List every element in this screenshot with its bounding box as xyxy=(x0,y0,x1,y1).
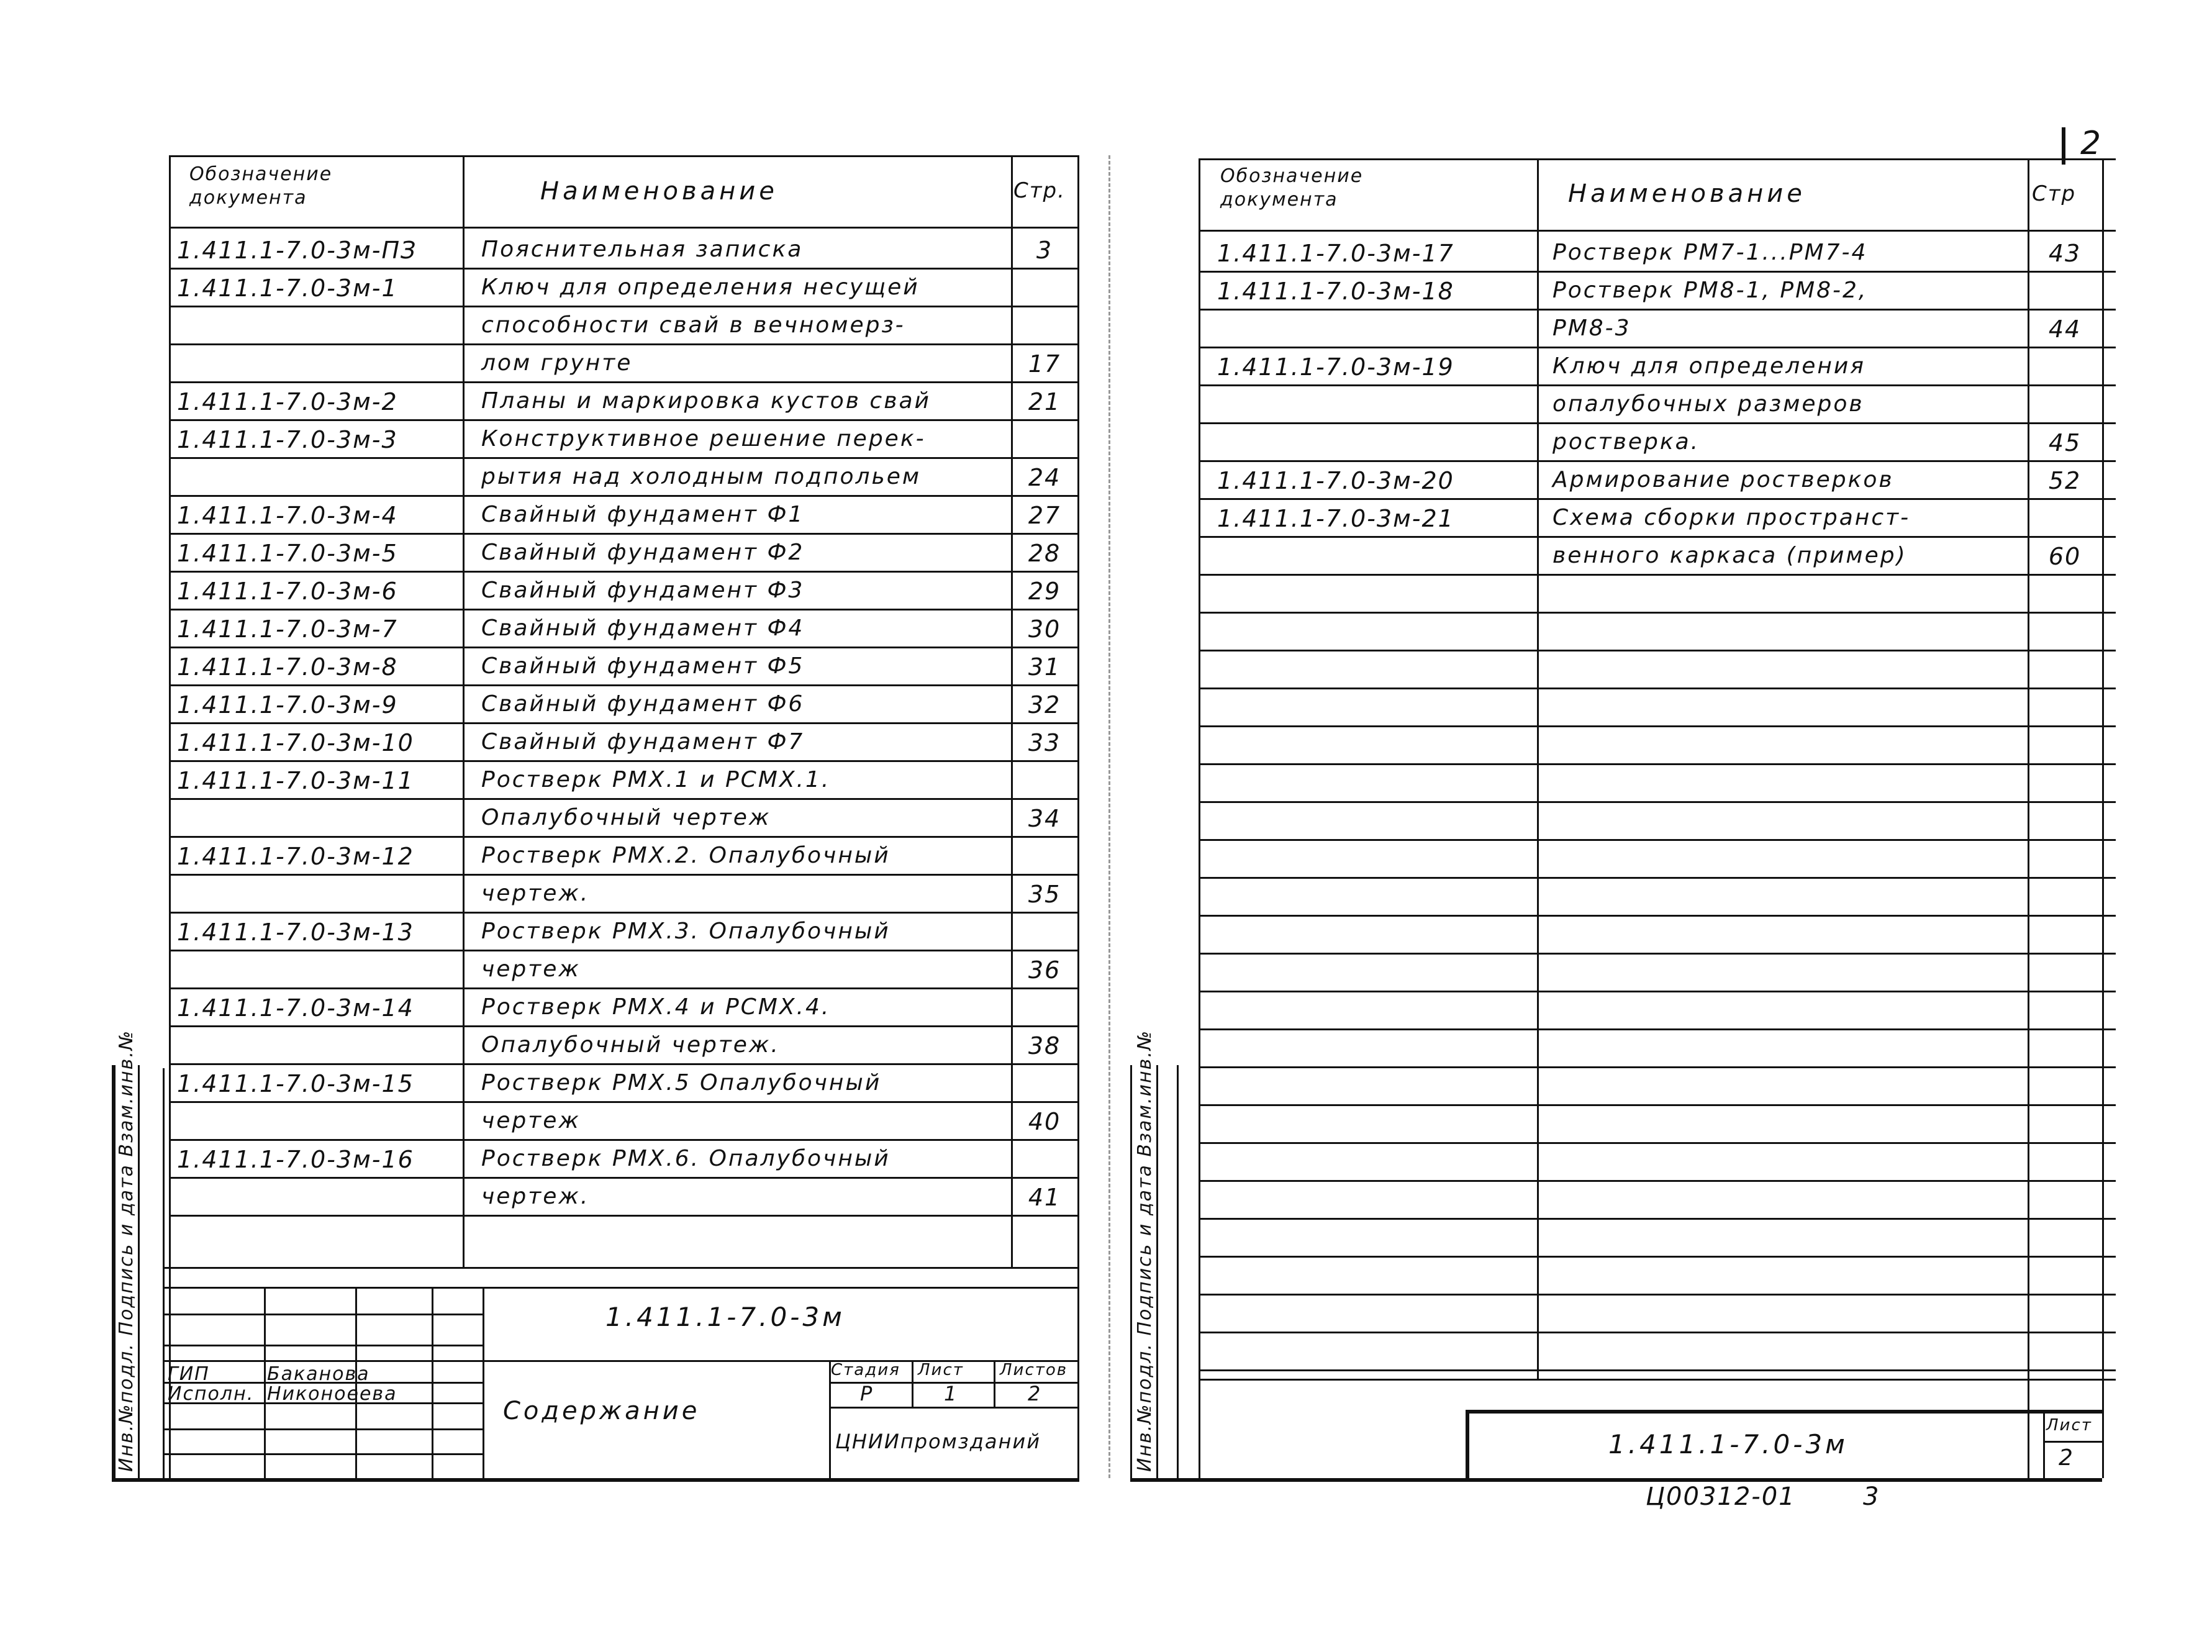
row-name: Опалубочный чертеж. xyxy=(481,1032,780,1058)
row-divider xyxy=(1199,460,2116,462)
row-designation: 1.411.1-7.0-3м-ПЗ xyxy=(177,237,417,264)
binding-fold-line xyxy=(1108,155,1110,1478)
empty-row-divider xyxy=(1199,953,2116,955)
row-page: 60 xyxy=(2048,543,2082,570)
row-divider xyxy=(169,609,1079,610)
empty-row-divider xyxy=(1199,1142,2116,1144)
empty-row-divider xyxy=(1199,1066,2116,1068)
left-title-name: Содержание xyxy=(503,1397,700,1425)
row-name: чертеж xyxy=(481,1108,581,1133)
row-designation: 1.411.1-7.0-3м-16 xyxy=(177,1146,414,1173)
row-divider xyxy=(169,533,1079,535)
row-page: 52 xyxy=(2048,467,2082,494)
row-divider xyxy=(169,1101,1079,1103)
row-page: 28 xyxy=(1028,540,1061,567)
row-name: рытия над холодным подпольем xyxy=(481,464,922,489)
row-divider xyxy=(169,495,1079,497)
row-designation: 1.411.1-7.0-3м-1 xyxy=(177,275,398,302)
title-block-col xyxy=(483,1287,484,1478)
row-designation: 1.411.1-7.0-3м-12 xyxy=(177,843,414,870)
row-name: чертеж xyxy=(481,956,581,982)
row-name: Ростверк РМХ.3. Опалубочный xyxy=(481,919,891,944)
row-designation: 1.411.1-7.0-3м-6 xyxy=(177,578,398,605)
row-page: 30 xyxy=(1028,615,1061,643)
row-name: Пояснительная записка xyxy=(481,237,804,262)
footer-code: Ц00312-01 xyxy=(1646,1482,1796,1511)
row-name: Ростверк РМХ.4 и РСМХ.4. xyxy=(481,994,831,1020)
row-page: 44 xyxy=(2048,315,2082,343)
title-block-line xyxy=(163,1345,483,1346)
right-header-page: Стр xyxy=(2032,181,2077,206)
left-table-bottom xyxy=(163,1267,1079,1269)
row-divider xyxy=(169,760,1079,762)
left-header-page: Стр. xyxy=(1013,178,1066,203)
left-title-designation: 1.411.1-7.0-3м xyxy=(605,1302,845,1332)
row-name: Опалубочный чертеж xyxy=(481,805,771,830)
row-name: Схема сборки пространст- xyxy=(1552,505,1911,530)
name-executor: Никоноеева xyxy=(267,1383,397,1405)
role-gip: ГИП xyxy=(168,1363,210,1385)
empty-row-divider xyxy=(1199,1028,2116,1030)
left-header-designation: Обозначение документа xyxy=(189,163,333,209)
right-sheet-value: 2 xyxy=(2059,1445,2074,1471)
empty-row-divider xyxy=(1199,650,2116,651)
sheets-value: 2 xyxy=(1028,1382,1042,1405)
page-number: 2 xyxy=(2080,125,2103,162)
right-table-bottom xyxy=(1199,1379,2116,1381)
row-divider xyxy=(1199,422,2116,424)
row-name: Планы и маркировка кустов свай xyxy=(481,388,931,414)
right-header-designation: Обозначение документа xyxy=(1220,165,1364,211)
row-designation: 1.411.1-7.0-3м-17 xyxy=(1217,240,1454,267)
row-designation: 1.411.1-7.0-3м-11 xyxy=(177,767,414,794)
row-divider xyxy=(1199,574,2116,576)
left-header-bottom xyxy=(169,227,1079,229)
sheet-label: Лист xyxy=(918,1361,964,1379)
row-divider xyxy=(169,268,1079,270)
row-page: 17 xyxy=(1028,350,1061,378)
row-divider xyxy=(169,1025,1079,1027)
row-name: Свайный фундамент Ф2 xyxy=(481,540,805,565)
row-name: Свайный фундамент Ф3 xyxy=(481,578,805,603)
empty-row-divider xyxy=(1199,915,2116,917)
title-block-line xyxy=(163,1428,483,1430)
empty-row-divider xyxy=(1199,839,2116,841)
footer-number: 3 xyxy=(1863,1482,1880,1511)
row-page: 38 xyxy=(1028,1032,1061,1060)
empty-row-divider xyxy=(1199,1180,2116,1182)
right-frame-right xyxy=(2102,158,2104,1478)
row-divider xyxy=(169,798,1079,800)
row-name: Свайный фундамент Ф7 xyxy=(481,729,805,755)
right-col-divider-2 xyxy=(2028,158,2029,1478)
row-name: опалубочных размеров xyxy=(1552,391,1864,417)
right-title-block-col xyxy=(2043,1410,2045,1480)
row-divider xyxy=(1199,384,2116,386)
right-title-block-left xyxy=(1466,1410,1469,1480)
side-stamp-line xyxy=(1156,1065,1158,1480)
row-name: Свайный фундамент Ф5 xyxy=(481,653,805,679)
row-designation: 1.411.1-7.0-3м-13 xyxy=(177,919,414,946)
row-divider xyxy=(169,1215,1079,1217)
side-stamp-edge xyxy=(1130,1065,1132,1480)
row-name: Конструктивное решение перек- xyxy=(481,426,926,452)
left-col-divider-1 xyxy=(463,155,465,1267)
left-frame-right xyxy=(1077,155,1079,1478)
empty-row-divider xyxy=(1199,991,2116,992)
title-block-col xyxy=(912,1360,913,1407)
row-divider xyxy=(169,1063,1079,1065)
empty-row-divider xyxy=(1199,801,2116,803)
empty-row-divider xyxy=(1199,1104,2116,1106)
right-header-bottom xyxy=(1199,230,2116,232)
row-name: Свайный фундамент Ф1 xyxy=(481,502,805,527)
row-page: 21 xyxy=(1028,388,1061,415)
row-designation: 1.411.1-7.0-3м-3 xyxy=(177,426,398,453)
title-block-line xyxy=(163,1453,483,1455)
row-designation: 1.411.1-7.0-3м-9 xyxy=(177,691,398,719)
row-divider xyxy=(1199,536,2116,538)
row-divider xyxy=(169,684,1079,686)
row-name: Армирование ростверков xyxy=(1552,467,1894,492)
left-frame-top xyxy=(169,155,1079,157)
row-name: Ростверк РМХ.1 и РСМХ.1. xyxy=(481,767,831,792)
row-name: Свайный фундамент Ф4 xyxy=(481,615,805,641)
row-divider xyxy=(169,1139,1079,1141)
row-divider xyxy=(169,1177,1079,1179)
row-page: 34 xyxy=(1028,805,1061,832)
row-designation: 1.411.1-7.0-3м-7 xyxy=(177,615,398,643)
row-name: способности свай в вечномерз- xyxy=(481,312,905,338)
row-page: 27 xyxy=(1028,502,1061,529)
row-name: Ключ для определения xyxy=(1552,353,1865,379)
row-name: Ростверк РМ7-1...РМ7-4 xyxy=(1552,240,1868,265)
empty-row-divider xyxy=(1199,763,2116,765)
row-name: чертеж. xyxy=(481,1184,590,1209)
row-page: 31 xyxy=(1028,653,1061,681)
row-page: 40 xyxy=(1028,1108,1061,1135)
row-page: 33 xyxy=(1028,729,1061,756)
row-name: Свайный фундамент Ф6 xyxy=(481,691,805,717)
left-side-stamp: Инв.№подл. Подпись и дата Взам.инв.№ xyxy=(116,1029,137,1472)
row-designation: 1.411.1-7.0-3м-21 xyxy=(1217,505,1454,532)
left-frame-line xyxy=(169,155,171,1478)
row-divider xyxy=(169,836,1079,838)
row-designation: 1.411.1-7.0-3м-10 xyxy=(177,729,414,756)
empty-row-divider xyxy=(1199,725,2116,727)
empty-row-divider xyxy=(1199,1256,2116,1258)
left-frame-bottom xyxy=(112,1478,1079,1482)
row-designation: 1.411.1-7.0-3м-8 xyxy=(177,653,398,681)
right-header-name: Наименование xyxy=(1568,179,1806,208)
title-block-line xyxy=(163,1314,483,1315)
row-designation: 1.411.1-7.0-3м-2 xyxy=(177,388,398,415)
right-title-block-top xyxy=(1466,1410,2102,1414)
left-header-name: Наименование xyxy=(540,177,778,206)
right-col-divider-1 xyxy=(1537,158,1539,1379)
row-name: Ключ для определения несущей xyxy=(481,275,920,300)
row-name: венного каркаса (пример) xyxy=(1552,543,1907,568)
left-col-divider-2 xyxy=(1011,155,1013,1267)
row-designation: 1.411.1-7.0-3м-19 xyxy=(1217,353,1454,381)
row-divider xyxy=(169,722,1079,724)
row-designation: 1.411.1-7.0-3м-4 xyxy=(177,502,398,529)
row-name: Ростверк РМХ.5 Опалубочный xyxy=(481,1070,882,1096)
name-gip: Баканова xyxy=(267,1363,370,1385)
row-divider xyxy=(169,306,1079,307)
row-designation: 1.411.1-7.0-3м-14 xyxy=(177,994,414,1022)
row-divider xyxy=(169,419,1079,421)
row-divider xyxy=(169,950,1079,951)
sheets-label: Листов xyxy=(1000,1361,1068,1379)
row-page: 32 xyxy=(1028,691,1061,719)
row-name: РМ8-3 xyxy=(1552,315,1631,341)
right-sheet-label: Лист xyxy=(2046,1416,2092,1435)
role-executor: Исполн. xyxy=(168,1383,255,1405)
row-divider xyxy=(169,571,1079,573)
row-divider xyxy=(1199,309,2116,311)
row-divider xyxy=(169,457,1079,459)
row-name: лом грунте xyxy=(481,350,633,376)
title-block-col xyxy=(264,1287,266,1478)
row-designation: 1.411.1-7.0-3м-18 xyxy=(1217,278,1454,305)
side-stamp-line xyxy=(163,1068,165,1478)
empty-row-divider xyxy=(1199,1369,2116,1371)
row-page: 43 xyxy=(2048,240,2082,267)
title-block-line xyxy=(829,1407,1079,1409)
row-page: 24 xyxy=(1028,464,1061,491)
row-divider xyxy=(169,912,1079,914)
row-page: 36 xyxy=(1028,956,1061,984)
empty-row-divider xyxy=(1199,612,2116,614)
sheet-value: 1 xyxy=(944,1382,958,1405)
row-name: ростверка. xyxy=(1552,429,1700,455)
right-frame-top xyxy=(1199,158,2116,160)
right-frame-line xyxy=(1199,158,1200,1478)
row-name: Ростверк РМХ.6. Опалубочный xyxy=(481,1146,891,1171)
empty-row-divider xyxy=(1199,1332,2116,1333)
row-name: Ростверк РМ8-1, РМ8-2, xyxy=(1552,278,1868,303)
side-stamp-line xyxy=(138,1065,140,1480)
right-frame-bottom xyxy=(1130,1478,2102,1482)
empty-row-divider xyxy=(1199,688,2116,689)
organization: ЦНИИпромзданий xyxy=(835,1430,1041,1453)
title-block-col xyxy=(432,1287,433,1478)
row-name: чертеж. xyxy=(481,881,590,906)
row-designation: 1.411.1-7.0-3м-15 xyxy=(177,1070,414,1097)
row-designation: 1.411.1-7.0-3м-20 xyxy=(1217,467,1454,494)
row-page: 41 xyxy=(1028,1184,1061,1211)
empty-row-divider xyxy=(1199,1294,2116,1296)
right-title-designation: 1.411.1-7.0-3м xyxy=(1608,1429,1848,1459)
row-divider xyxy=(169,987,1079,989)
row-page: 45 xyxy=(2048,429,2082,456)
row-designation: 1.411.1-7.0-3м-5 xyxy=(177,540,398,567)
row-page: 3 xyxy=(1036,237,1053,264)
row-name: Ростверк РМХ.2. Опалубочный xyxy=(481,843,891,868)
row-page: 35 xyxy=(1028,881,1061,908)
side-stamp-line xyxy=(1177,1065,1179,1480)
row-divider xyxy=(169,343,1079,345)
right-side-stamp: Инв.№подл. Подпись и дата Взам.инв.№ xyxy=(1134,1029,1156,1472)
row-divider xyxy=(169,647,1079,648)
row-divider xyxy=(1199,271,2116,273)
title-block-col xyxy=(994,1360,995,1407)
row-divider xyxy=(169,874,1079,876)
row-divider xyxy=(169,381,1079,383)
right-title-block-line xyxy=(2043,1441,2102,1443)
row-divider xyxy=(1199,498,2116,500)
title-block-line xyxy=(163,1287,1079,1289)
empty-row-divider xyxy=(1199,877,2116,879)
row-page: 29 xyxy=(1028,578,1061,605)
stage-value: Р xyxy=(860,1382,874,1405)
row-divider xyxy=(1199,347,2116,348)
empty-row-divider xyxy=(1199,1218,2116,1220)
stage-label: Стадия xyxy=(831,1361,900,1379)
